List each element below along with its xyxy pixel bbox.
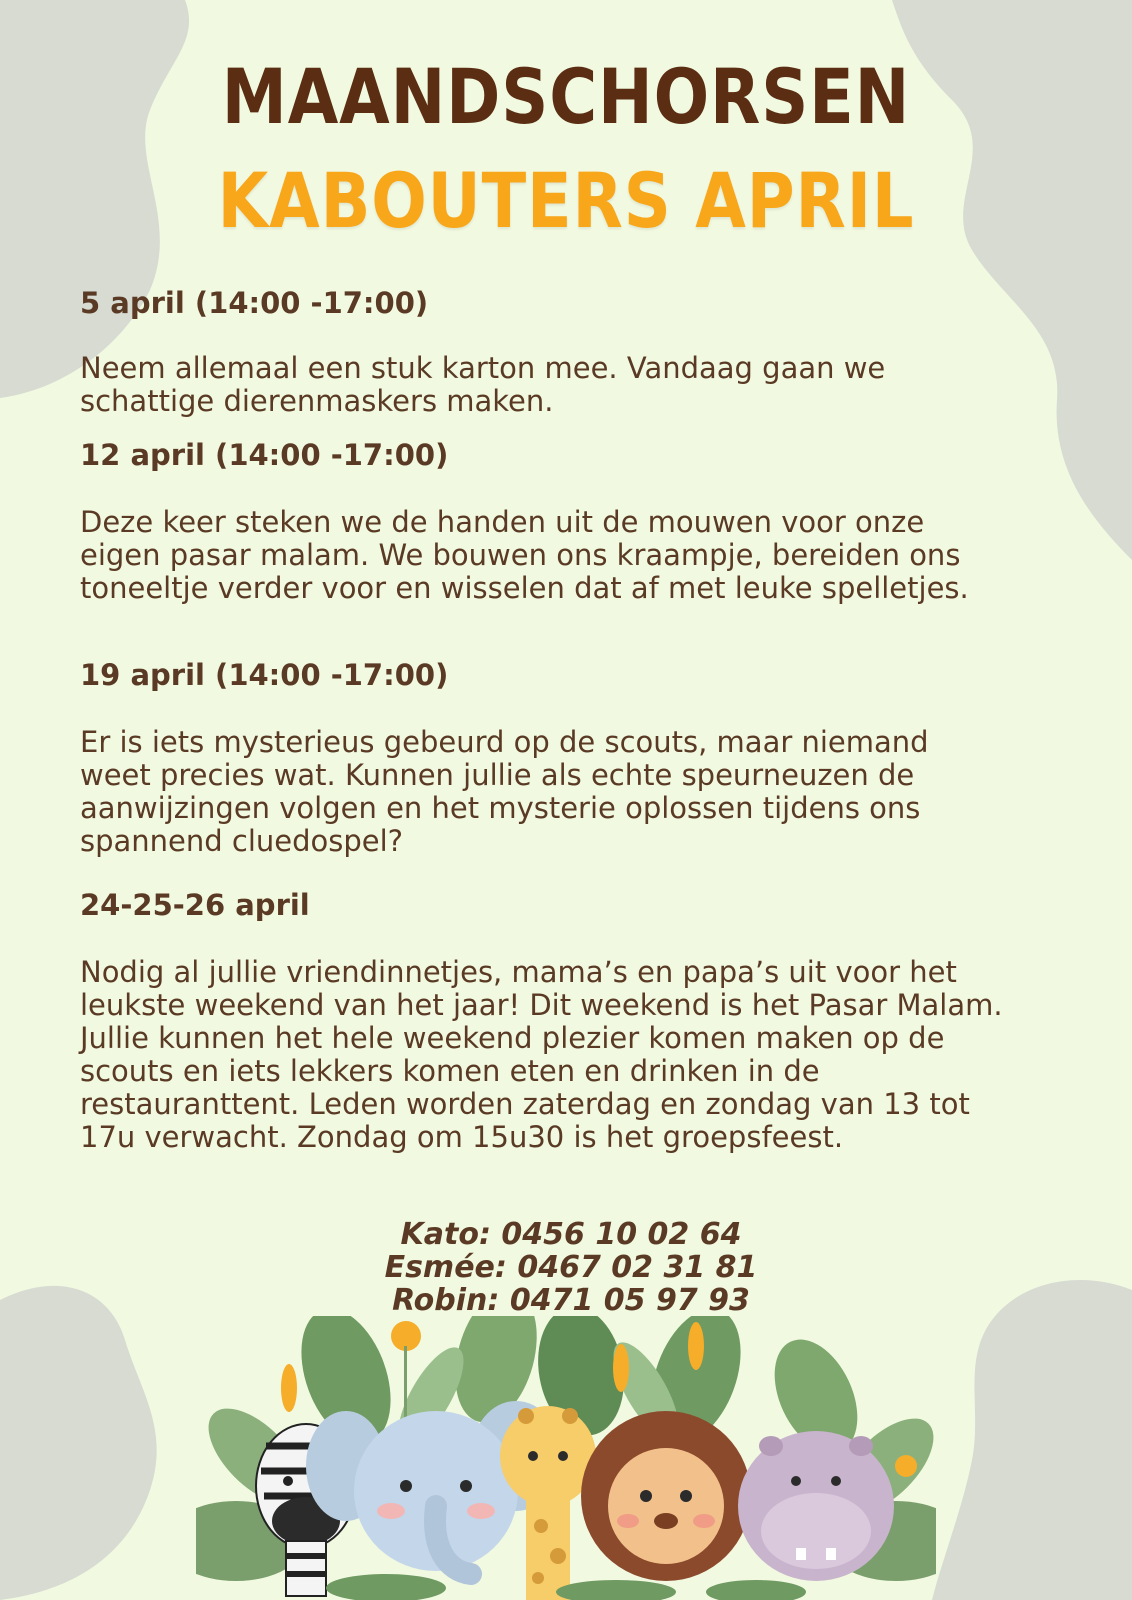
event-date: 5 april (14:00 -17:00) — [80, 286, 429, 320]
jungle-animals-illustration — [196, 1316, 936, 1600]
contact-robin: Robin: 0471 05 97 93 — [392, 1283, 750, 1318]
title-line-1: MAANDSCHORSEN — [221, 52, 911, 141]
event-description: Neem allemaal een stuk karton mee. Vandaag gaan we schattige dierenmaskers maken. — [80, 351, 886, 418]
contact-esmee: Esmée: 0467 02 31 81 — [384, 1250, 758, 1285]
title-line-2: KABOUTERS APRIL — [217, 156, 915, 245]
event-date: 24-25-26 april — [80, 888, 310, 922]
event-date: 12 april (14:00 -17:00) — [80, 438, 449, 472]
lion-icon — [581, 1411, 751, 1581]
background-blob-bottom-right — [932, 1270, 1132, 1600]
contact-list — [0, 1218, 1132, 1317]
event-description: Er is iets mysterieus gebeurd op de scouts, maar niemand weet precies wat. Kunnen jullie als echte speurneuzen de aanwijzingen volgen en het mysterie oplossen tijdens ons spannend cluedospel? — [80, 725, 929, 858]
hippo-icon — [738, 1431, 894, 1581]
event-description: Deze keer steken we de handen uit de mouwen voor onze eigen pasar malam. We bouwen ons kraampje, bereiden ons toneeltje verder voor en wisselen dat af met leuke spelletjes. — [80, 505, 969, 605]
event-description: Nodig al jullie vriendinnetjes, mama’s en papa’s uit voor het leukste weekend van het jaar! Dit weekend is het Pasar Malam. Jullie kunnen het hele weekend plezier komen maken op de scouts en iets lekkers komen eten en drinken in de restauranttent. Leden worden zaterdag en zondag van 13 tot 17u verwacht. Zondag om 15u30 is het groepsfeest. — [80, 955, 1003, 1154]
event-date: 19 april (14:00 -17:00) — [80, 658, 449, 692]
background-blob-bottom-left — [0, 1270, 180, 1600]
contact-kato: Kato: 0456 10 02 64 — [400, 1217, 742, 1252]
